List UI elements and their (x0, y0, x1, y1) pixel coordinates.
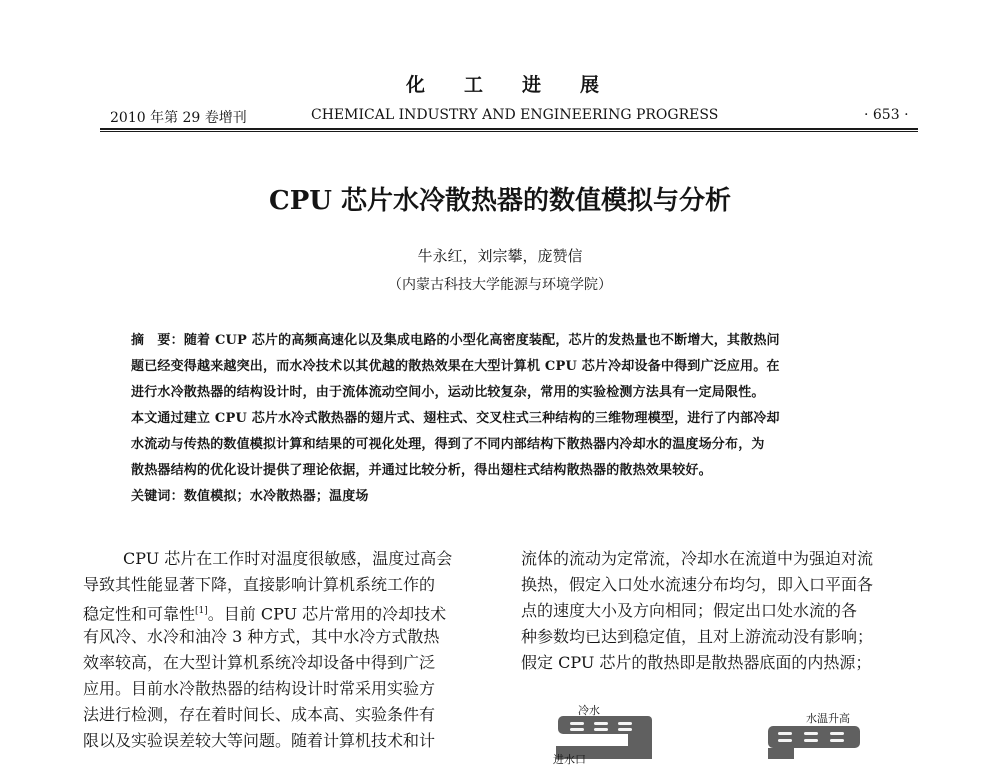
body-line: 换热，假定入口处水流速分布均匀，即入口平面各 (521, 575, 874, 594)
heatsink-figure (520, 690, 920, 759)
body-text: 。目前 CPU 芯片常用的冷却技术 (207, 604, 447, 624)
figure-label-temp-rise: 水温升高 (806, 712, 850, 725)
figure-flow-mark (570, 728, 584, 731)
figure-flow-mark (830, 732, 844, 735)
body-line: 种参数均已达到稳定值，且对上游流动没有影响； (521, 627, 874, 646)
abstract-line: 水流动与传热的数值模拟计算和结果的可视化处理，得到了不同内部结构下散热器内冷却水的温度场分布，为 (131, 437, 765, 452)
keywords-label: 关键词： (131, 489, 184, 504)
body-line: CPU 芯片在工作时对温度很敏感，温度过高会 (123, 549, 453, 568)
body-line: 假定 CPU 芯片的散热即是散热器底面的内热源； (521, 653, 872, 672)
abstract-line (131, 328, 883, 354)
page-number: · 653 · (864, 107, 909, 123)
figure-flow-mark (804, 732, 818, 735)
figure-flow-mark (594, 722, 608, 725)
header-rule (100, 128, 918, 130)
body-column-left (83, 546, 498, 754)
body-line (83, 598, 498, 624)
figure-label-inlet: 进水口 (553, 753, 586, 766)
figure-flow-mark (778, 739, 792, 742)
body-line: 点的速度大小及方向相同；假定出口处水流的各 (521, 601, 858, 620)
figure-block-right (768, 726, 860, 748)
abstract (131, 328, 883, 510)
body-line: 应用。目前水冷散热器的结构设计时常采用实验方 (83, 679, 436, 698)
body-line: 效率较高，在大型计算机系统冷却设备中得到广泛 (83, 653, 436, 672)
abstract-line: 进行水冷散热器的结构设计时，由于流体流动空间小，运动比较复杂，常用的实验检测方法具有一定局限性。 (131, 385, 765, 400)
abstract-label: 摘 要： (131, 333, 184, 348)
figure-flow-mark (570, 722, 584, 725)
figure-label-cold-water: 冷水 (578, 704, 600, 717)
figure-flow-mark (778, 732, 792, 735)
figure-flow-mark (830, 739, 844, 742)
article-authors: 牛永红，刘宗攀，庞赞信 (417, 247, 583, 265)
abstract-line: 本文通过建立 CPU 芯片水冷式散热器的翅片式、翅柱式、交叉柱式三种结构的三维物理模型，进行了内部冷却 (131, 411, 780, 426)
article-title: CPU 芯片水冷散热器的数值模拟与分析 (269, 186, 731, 216)
figure-flow-mark (804, 739, 818, 742)
body-line: 流体的流动为定常流，冷却水在流道中为强迫对流 (521, 549, 874, 568)
figure-block-right-stem (768, 748, 794, 759)
figure-flow-mark (618, 728, 632, 731)
journal-name-en: CHEMICAL INDUSTRY AND ENGINEERING PROGRESS (311, 107, 719, 123)
body-column-right (521, 546, 921, 676)
body-text: 稳定性和可靠性 (83, 604, 196, 624)
header-rule-thin (100, 131, 918, 132)
abstract-line: 题已经变得越来越突出，而水冷技术以其优越的散热效果在大型计算机 CPU 芯片冷却设备中得到广泛应用。在 (131, 359, 780, 374)
article-affiliation: （内蒙古科技大学能源与环境学院） (388, 277, 612, 293)
keywords-text: 数值模拟；水冷散热器；温度场 (183, 489, 369, 504)
body-line: 有风冷、水冷和油冷 3 种方式，其中水冷方式散热 (83, 627, 440, 646)
body-line: 法进行检测，存在着时间长、成本高、实验条件有 (83, 705, 436, 724)
abstract-line: 散热器结构的优化设计提供了理论依据，并通过比较分析，得出翅柱式结构散热器的散热效果较好。 (131, 463, 712, 478)
keywords-line (131, 484, 883, 510)
body-line: 限以及实验误差较大等问题。随着计算机技术和计 (83, 731, 436, 750)
body-line: 导致其性能显著下降，直接影响计算机系统工作的 (83, 575, 436, 594)
abstract-text: 随着 CUP 芯片的高频高速化以及集成电路的小型化高密度装配，芯片的发热量也不断增大，其散热问 (183, 333, 780, 348)
figure-flow-mark (618, 722, 632, 725)
journal-name-cn: 化工进展 (406, 74, 639, 96)
issue-info: 2010 年第 29 卷增刊 (110, 110, 247, 126)
reference-marker: [1] (195, 606, 208, 616)
figure-flow-mark (594, 728, 608, 731)
